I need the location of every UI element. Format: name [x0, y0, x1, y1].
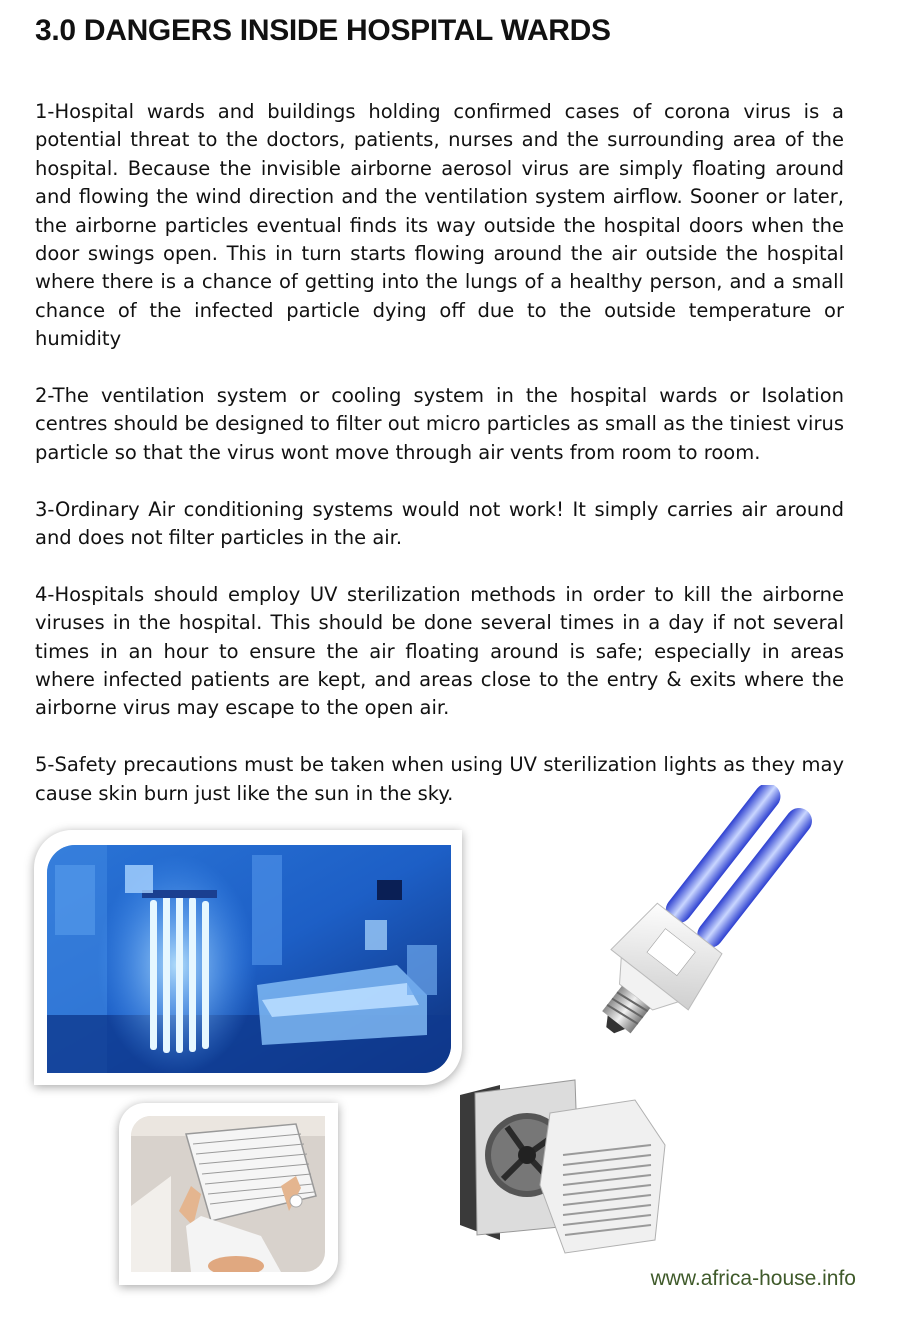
paragraph-3: 3-Ordinary Air conditioning systems would not work! It simply carries air around and does not filter particles in the air.	[35, 497, 844, 550]
body-text	[35, 98, 844, 836]
ceiling-vent-photo	[131, 1116, 325, 1272]
uv-lamp-bulb	[545, 785, 845, 1055]
vent-photo-frame	[119, 1103, 338, 1285]
page-title: 3.0 DANGERS INSIDE HOSPITAL WARDS	[35, 14, 611, 47]
fan-filter-unit	[455, 1075, 670, 1255]
ward-photo-frame	[34, 830, 462, 1085]
uv-ward-photo	[47, 845, 451, 1073]
paragraph-4: 4-Hospitals should employ UV sterilization methods in order to kill the airborne viruses in the hospital. This should be done several times in a day if not several times in an hour to ensure the air floating around is safe; especially in areas where infected patients are kept, and areas close to the entry & exits where the airborne virus may escape to the open air.	[35, 582, 844, 720]
paragraph-5: 5-Safety precautions must be taken when using UV sterilization lights as they may cause skin burn just like the sun in the sky.	[35, 753, 844, 805]
paragraph-1: 1-Hospital wards and buildings holding confirmed cases of corona virus is a potential threat to the doctors, patients, nurses and the surrounding area of the hospital. Because the invisible airborne aerosol virus are simply floating around and flowing the wind direction and the ventilation system airflow. Sooner or later, the airborne particles eventual finds its way outside the hospital doors when the door swings open. This in turn starts flowing around the air outside the hospital where there is a chance of getting into the lungs of a healthy person, and a small chance of the infected particle dying off due to the outside temperature or humidity	[35, 100, 844, 351]
paragraph-2: 2-The ventilation system or cooling system in the hospital wards or Isolation centres should be designed to filter out micro particles as small as the tiniest virus particle so that the virus wont move through air vents from room to room.	[35, 384, 844, 464]
website-link[interactable]: www.africa-house.info	[650, 1267, 856, 1290]
